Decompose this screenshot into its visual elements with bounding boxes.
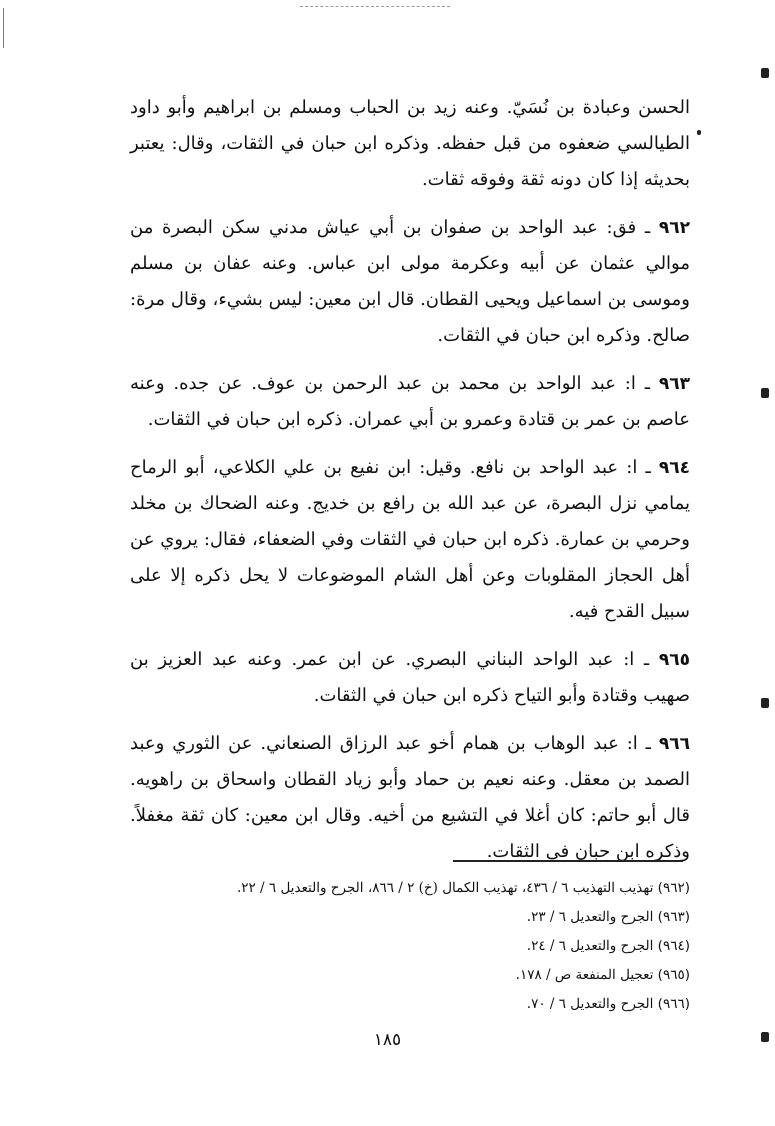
entry-text: الحسن وعبادة بن نُسَيّ. وعنه زيد بن الحباب ومسلم بن ابراهيم وأبو داود الطيالسي ضعفوه من قبل حفظه. وذكره ابن حبان في الثقات، وقال: يعتبر بحديثه إذا كان دونه ثقة وفوقه ثقات.: [130, 97, 690, 190]
footnote-text: تهذيب التهذيب ٦ / ٤٣٦، تهذيب الكمال (خ) ٢ / ٨٦٦، الجرح والتعديل ٦ / ٢٢.: [236, 880, 654, 896]
footnote: [130, 903, 690, 932]
footnote-number: (٩٦٦): [657, 996, 690, 1012]
entry-text: ـ فق: عبد الواحد بن صفوان بن أبي عياش مدني سكن البصرة من موالي عثمان عن أبيه وعكرمة مولى ابن عباس. وعنه عفان بن مسلم وموسى بن اسماعيل ويحيى القطان. قال ابن معين: ليس بشيء، وقال مرة: صالح. وذكره ابن حبان في الثقات.: [130, 217, 690, 346]
footnote-number: (٩٦٢): [657, 880, 690, 896]
entry: [130, 210, 690, 354]
entry: [130, 366, 690, 438]
margin-mark: [761, 698, 769, 708]
main-text: [130, 90, 690, 882]
entry-number: ٩٦٣: [658, 374, 690, 394]
page-number: ١٨٥: [373, 1030, 402, 1050]
entry: [130, 726, 690, 870]
footnote-number: (٩٦٣): [657, 909, 690, 925]
footnote-number: (٩٦٥): [657, 967, 690, 983]
entry: [130, 450, 690, 630]
margin-mark: [761, 68, 769, 78]
footnote: [130, 961, 690, 990]
entry-number: ٩٦٢: [658, 218, 690, 238]
footnote-text: الجرح والتعديل ٦ / ٢٣.: [526, 909, 654, 925]
left-border-line: [3, 8, 4, 48]
footnotes: [130, 874, 690, 1019]
entry-text: ـ ا: عبد الواحد بن نافع. وقيل: ابن نفيع بن علي الكلاعي، أبو الرماح يمامي نزل البصرة، عن عبد الله بن رافع بن خديج. وعنه الضحاك بن مخلد وحرمي بن عمارة. ذكره ابن حبان في الثقات وفي الضعفاء، فقال: يروي عن أهل الحجاز المقلوبات وعن أهل الشام الموضوعات لا يحل ذكره إلا على سبيل القدح فيه.: [130, 457, 690, 622]
entry-number: ٩٦٤: [658, 458, 690, 478]
entry: [130, 642, 690, 714]
margin-mark: [761, 388, 769, 398]
footnote: [130, 990, 690, 1019]
margin-mark: [697, 130, 701, 135]
footnote-number: (٩٦٤): [657, 938, 690, 954]
footnote-text: الجرح والتعديل ٦ / ٧٠.: [526, 996, 654, 1012]
entry-text: ـ ا: عبد الواحد بن محمد بن عبد الرحمن بن عوف. عن جده. وعنه عاصم بن عمر بن قتادة وعمرو بن أبي عمران. ذكره ابن حبان في الثقات.: [130, 373, 690, 430]
footnote-separator: [453, 860, 683, 862]
entry-number: ٩٦٦: [658, 734, 690, 754]
entry-text: ـ ا: عبد الواحد البناني البصري. عن ابن عمر. وعنه عبد العزيز بن صهيب وقتادة وأبو التياح ذكره ابن حبان في الثقات.: [130, 649, 690, 706]
entry-continuation: [130, 90, 690, 198]
top-border-line: [300, 6, 450, 8]
entry-number: ٩٦٥: [658, 650, 690, 670]
footnote: [130, 932, 690, 961]
footnote-text: تعجيل المنفعة ص / ١٧٨.: [515, 967, 654, 983]
entry-text: ـ ا: عبد الوهاب بن همام أخو عبد الرزاق الصنعاني. عن الثوري وعبد الصمد بن معقل. وعنه نعيم بن حماد وأبو زياد القطان واسحاق بن راهويه. قال أبو حاتم: كان أغلا في التشيع من أخيه. وقال ابن معين: كان ثقة مغفلاً. وذكره ابن حبان في الثقات.: [130, 733, 690, 862]
footnote: [130, 874, 690, 903]
footnote-text: الجرح والتعديل ٦ / ٢٤.: [526, 938, 654, 954]
